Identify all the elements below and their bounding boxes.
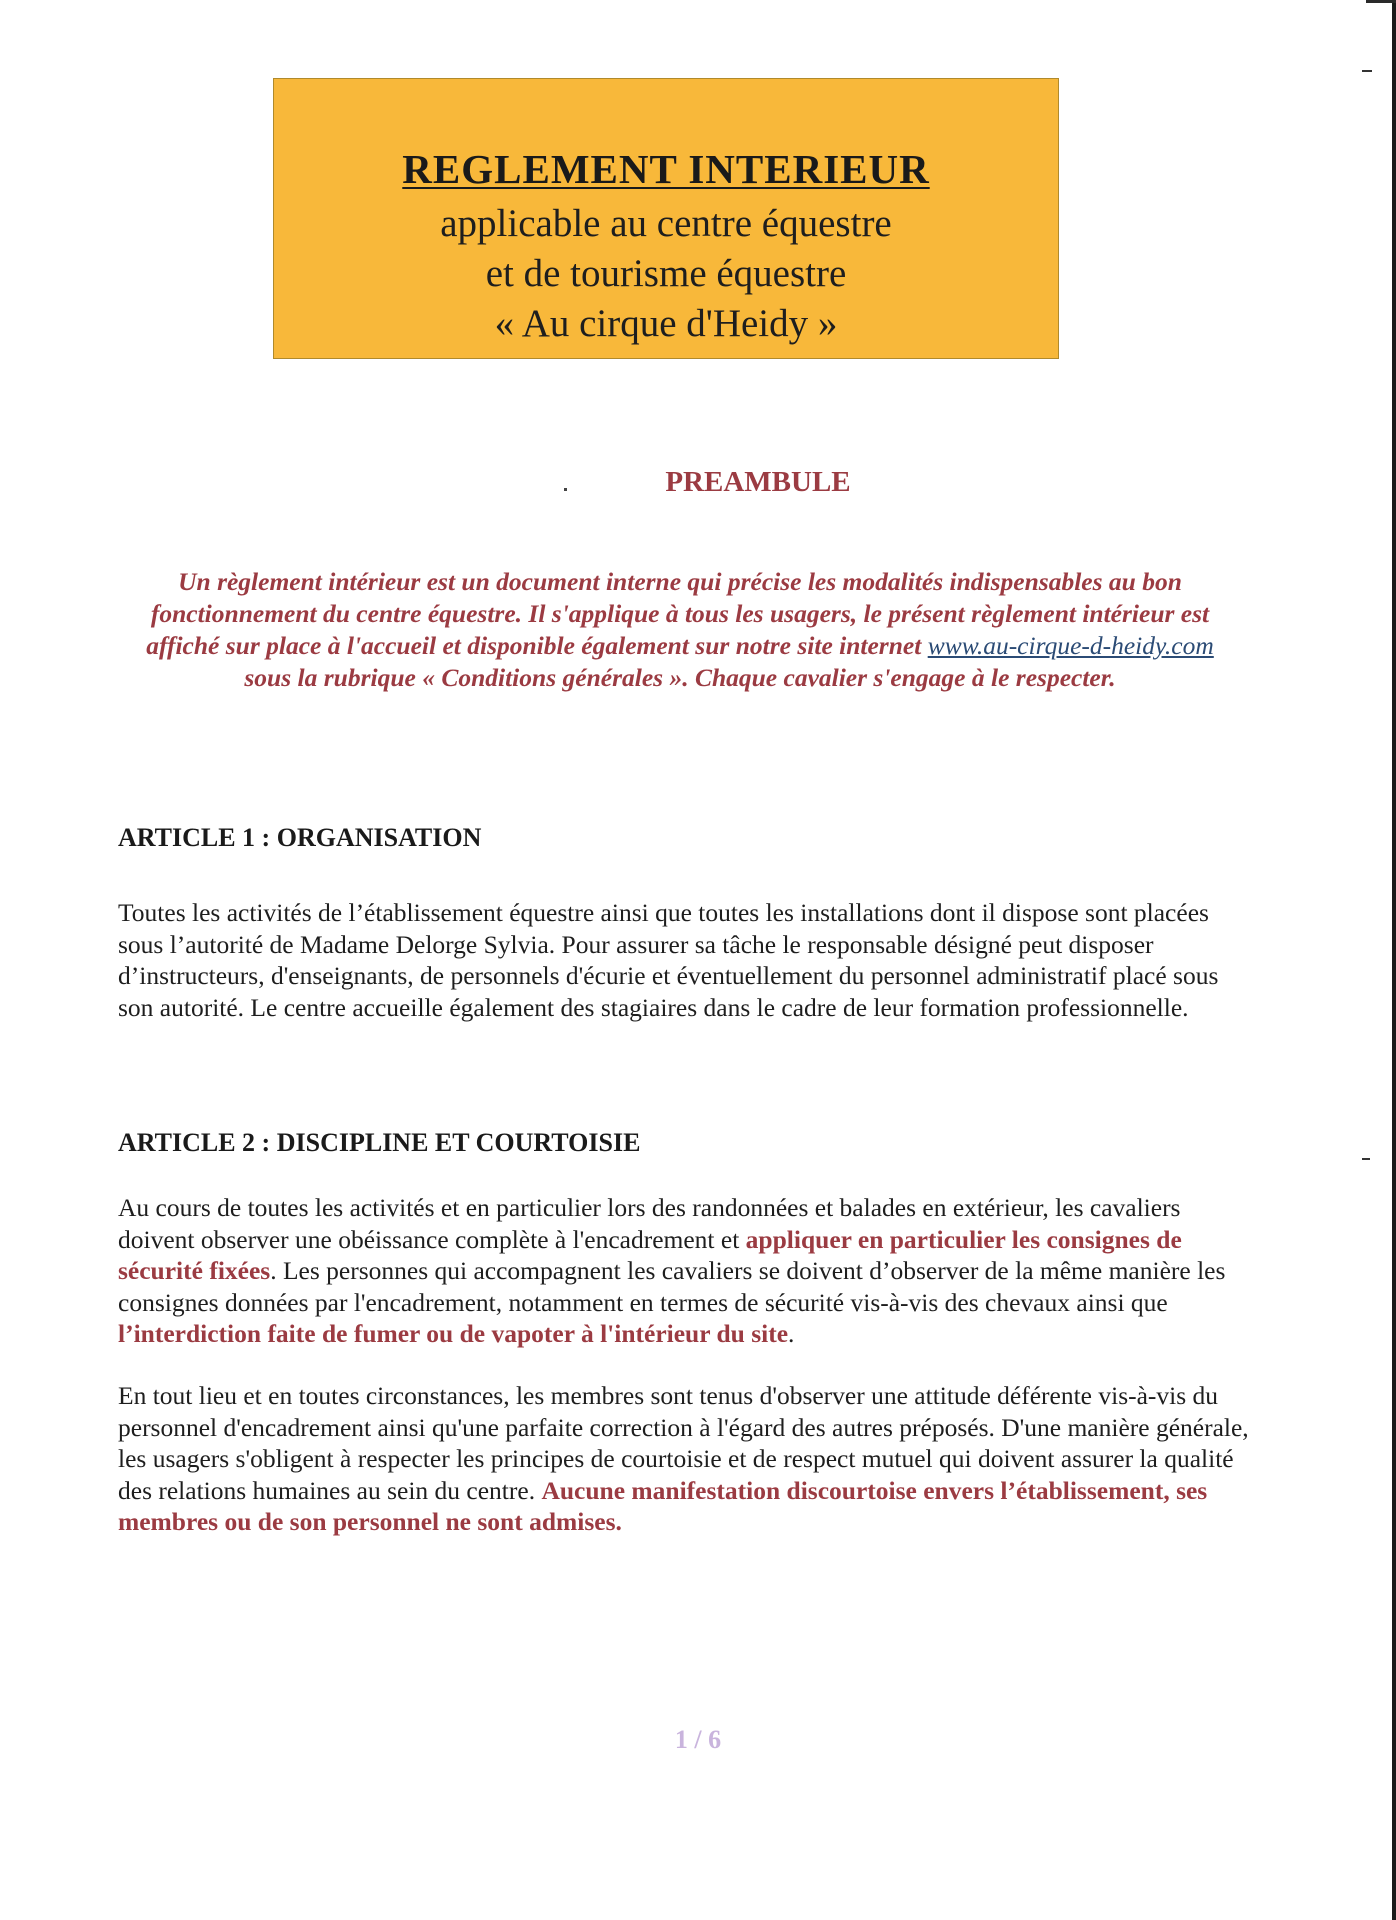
preambule-heading: PREAMBULE [665, 466, 851, 498]
website-link[interactable]: www.au-cirque-d-heidy.com [927, 631, 1214, 660]
preambule-text: Un règlement intérieur est un document interne qui précise les modalités indispensables au bon fonctionnement du centre équestre. Il s'applique à tous les usagers, le présent règlement intérieur est affiché sur place à l'accueil et disponible également sur notre site internet www.au-cirque-d-heidy.com sous la rubrique « Conditions générales ». Chaque cavalier s'engage à le respecter. [146, 567, 1214, 692]
scan-edge [1392, 0, 1396, 1920]
article-2-paragraph-1: Au cours de toutes les activités et en particulier lors des randonnées et balades en extérieur, les cavaliers doivent observer une obéissance complète à l'encadrement et appliquer en particulier les consignes de sécurité fixées. Les personnes qui accompagnent les cavaliers se doivent d’observer de la même manière les consignes données par l'encadrement, notamment en termes de sécurité vis-à-vis des chevaux ainsi que l’interdiction faite de fumer ou de vapoter à l'intérieur du site. [118, 1193, 1226, 1348]
page-number: 1 / 6 [674, 1725, 722, 1754]
scan-edge-top [1366, 0, 1396, 3]
subtitle-line-1: applicable au centre équestre [440, 202, 892, 245]
article-2-paragraph-2: En tout lieu et en toutes circonstances, les membres sont tenus d'observer une attitude déférente vis-à-vis du personnel d'encadrement ainsi qu'une parfaite correction à l'égard des autres préposés. D'une manière générale, les usagers s'obligent à respecter les principes de courtoisie et de respect mutuel qui doivent assurer la qualité des relations humaines au sein du centre. Aucune manifestation discourtoise envers l’établissement, ses membres ou de son personnel ne sont admises. [118, 1381, 1249, 1536]
subtitle-line-3: « Au cirque d'Heidy » [494, 302, 838, 345]
article-1-heading: ARTICLE 1 : ORGANISATION [118, 823, 482, 852]
document-title: REGLEMENT INTERIEUR [402, 146, 930, 192]
article-1-text: Toutes les activités de l’établissement équestre ainsi que toutes les installations dont il dispose sont placées sous l’autorité de Madame Delorge Sylvia. Pour assurer sa tâche le responsable désigné peut disposer d’instructeurs, d'enseignants, de personnels d'écurie et éventuellement du personnel administratif placé sous son autorité. Le centre accueille également des stagiaires dans le cadre de leur formation professionnelle. [118, 898, 1219, 1022]
subtitle-line-2: et de tourisme équestre [485, 252, 847, 295]
scan-mark [1362, 70, 1372, 72]
article-2-heading: ARTICLE 2 : DISCIPLINE ET COURTOISIE [118, 1128, 641, 1157]
title-box [273, 78, 1059, 359]
scan-mark [1362, 1158, 1370, 1160]
